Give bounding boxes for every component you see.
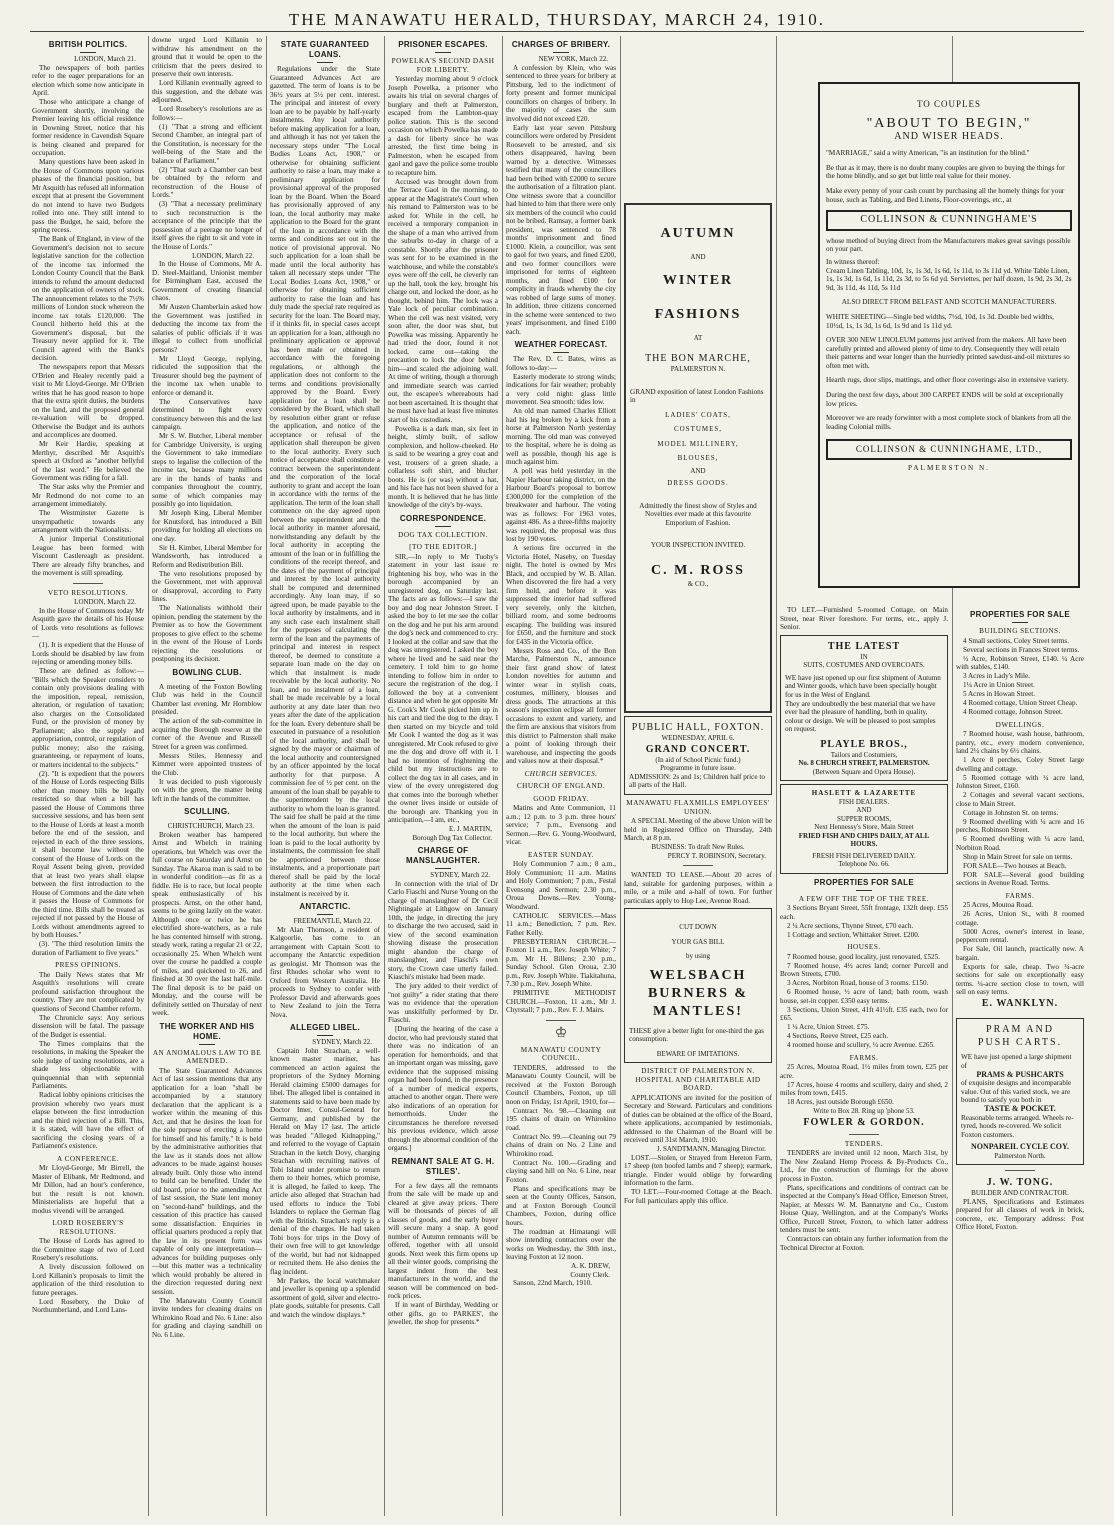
paragraph: The roadman at Himatangi will show intending contractors over the works on Wednesday, the 30th inst., leaving Foxton at 12 noon. [506, 1227, 616, 1261]
ad-line: THE LATEST [827, 640, 901, 652]
paragraph: Lord Killanin eventually agreed to this suggestion, and the debate was adjourned. [152, 79, 262, 104]
paragraph: In connection with the trial of Dr Carlo Fiaschi and Nurse Young on the charge of manslaughter of Dr Cecil Nightingale at Lithgow on January 10th, the judge, in directing the jury to discharge the two accused, said in view of the second examination showing disease the prosecution might abandon the charge of manslaughter, and Fiaschi's own story, the Crown case utterly failed. Kiaschi's mistake had been made. [388, 879, 498, 981]
signature: Borough Dog Tax Collector. [412, 833, 492, 842]
ad-line: PUSH CARTS. [977, 1037, 1063, 1048]
subhead: EASTER SUNDAY. [527, 850, 595, 859]
paragraph: Those who anticipate a change of Government shortly, involving the Premier leaving his official residence in Downing Street, notice that his former residence in Cavendish Square is being cleaned and prepared for occupation. [32, 98, 144, 157]
paragraph: The jury added to their verdict of "not guilty" a rider stating that there was no evidence that the operation was unskilfully performed by Dr. Fiaschi. [388, 982, 498, 1024]
paragraph: TO LET.—Four-roomed Cottage at the Beach. For full particulars apply this office. [624, 1188, 772, 1205]
ad-firm: NONPAREIL CYCLE COY. [970, 1142, 1069, 1151]
ad-line: DRESS GOODS. [667, 479, 729, 487]
masthead: THE MANAWATU HERALD, THURSDAY, MARCH 24, 1910. [30, 8, 1084, 32]
dateline: NEW YORK, March 22. [538, 55, 608, 63]
column-4 [388, 36, 498, 1516]
paragraph: The Bank of England, in view of the Government's decision not to secure legislative sanction for the collection of the income tax informed the London County Council that the Bank intends to refund the amount deducted on the application of owners of stock. The announcement relates to the 7½% millions of London stock whereon the income tax totals £120,000. The Council hitherto held this at the Government's disposal, but the Treasury never applied for it. The Council agreed with the Bank's decision. [32, 235, 144, 362]
subhead: HOUSES. [847, 943, 881, 951]
paragraph: Contract No. 99.—Cleaning out 79 chains of drain on No. 2 Line and Whirokino road. [506, 1132, 616, 1158]
headline-properties: PROPERTIES FOR SALE [780, 878, 948, 891]
list-item: 4 Roomed cottage, Johnson Street. [963, 708, 1063, 716]
column-rule [502, 36, 503, 1516]
column-6 [624, 200, 772, 1516]
paragraph: BUSINESS: To draft New Rules. [651, 843, 745, 851]
subhead: DWELLINGS. [995, 720, 1045, 729]
ad-to: TO COUPLES [916, 99, 982, 109]
paragraph: A confession by Klein, who was sentenced to three years for bribery at Pittsburg, led to the indictment of forty present and former municipal councillors on charges of bribery. In the majority of cases the sum involved did not exceed £20. [506, 63, 616, 123]
dateline: CHRISTCHURCH, March 23. [167, 822, 254, 830]
paragraph: The veto resolutions proposed by the Government, met with approval or disapproval, according to Party lines. [152, 569, 262, 603]
list-item: 1 Acre 8 perches, Coley Street large dwelling and cottage. [956, 756, 1084, 773]
paragraph: Messrs Ross and Co., of the Bon Marche, Palmerston N., announce their first grand show of latest London novelties for autumn and winter wear in stylish coats, costumes, millinery, blouses and dress goods. The attractions at this season's inspection eclipse all former occasions to extent and variety, and the firm are anxious that visitors from this district to Palmerston shall make a point of looking through their warehouse, and inspecting the goods and values now at their disposal.* [506, 646, 616, 765]
tong-name: J. W. TONG. [986, 1177, 1054, 1188]
ad-aid: (In aid of School Picnic fund.) [655, 755, 741, 764]
subhead: FARMS. [1005, 891, 1035, 900]
ad-paragraph: of exquisite designs and incomparable value. Out of this varied stock, we are bound to satisfy you both in [961, 1079, 1072, 1104]
list-item: 3 Acres, Norbiton Road, house of 3 rooms. £150. [787, 979, 929, 987]
bon-marche-ad [624, 203, 772, 713]
ad-line: FRESH FISH DELIVERED DAILY. [812, 851, 916, 860]
ad-line: CUT DOWN [679, 923, 717, 931]
subhead: FARMS. [849, 1053, 879, 1062]
ad-firm: COLLINSON & CUNNINGHAME, LTD., [826, 439, 1072, 460]
paragraph: PRESBYTERIAN CHURCH.—Foxton 11 a.m., Rev. Joseph White; 7 p.m. Mr H. Billens; 2.30 p.m., Sunday School. Glen Oroua, 2.30 p.m., Rev. Joseph White. Tiakitahuna, 7.30 p.m., Rev. Joseph White. [506, 937, 616, 988]
list-item: 5000 Acres, owner's interest in lease, peppercorn rental. [956, 927, 1084, 944]
ad-invite: YOUR INSPECTION INVITED. [650, 541, 746, 549]
column-2 [152, 36, 262, 1516]
subhead-rosebery: LORD ROSEBERY'S RESOLUTIONS. [52, 1219, 124, 1236]
list-item: 25 Acres, Moutoa Road, 1½ miles from town, £25 per acre. [780, 1063, 948, 1080]
ad-firm: PLAYLE BROS., [820, 738, 908, 750]
ad-line: BLOUSES, [677, 454, 719, 462]
ad-line: Tailors and Costumiers, [830, 750, 898, 759]
ad-line: (Between Square and Opera House). [812, 767, 916, 776]
ad-line: WELSBACH [649, 967, 747, 983]
paragraph: Yesterday morning about 9 o'clock Joseph Powelka, a prisoner who awaits his trial on several charges of burglary and theft at Palmerston, escaped from the Lambton-quay police station. This is the second occasion on which Powelka has made a dash for liberty since he was arrested, the first time being in Palmerston, when he escaped from gaol and gave the police some trouble to recapture him. [388, 75, 498, 177]
council-heading: MANAWATU COUNTY COUNCIL. [520, 1045, 602, 1062]
signature: PERCY T. ROBINSON, Secretary. [667, 851, 766, 860]
paragraph: The newspapers report that Messrs O'Brien and Healey recently paid a visit to Mr Lloyd-George. Mr O'Brien writes that he has good reason to hope that the extra spirit duties, the burdens on the land, and the proposed general re-valuation will be dropped. Otherwise the Budget and its authors and accomplices are doomed. [32, 363, 144, 439]
ad-paragraph: Admittedly the finest show of Styles and Novelties ever made at this favourite Emporium of Fashion. [639, 501, 757, 527]
paragraph: Mr Parkes, the local watchmaker and jeweller is opening up a splendid assortment of gold, silver and electro-plate goods, suitable for presents. Call and watch the window displays.* [270, 1276, 380, 1319]
paragraph: A meeting of the Foxton Bowling Club was held in the Council Chamber last evening. Mr Hornblow presided. [152, 682, 262, 716]
separator [683, 865, 713, 866]
concert-ad [624, 716, 772, 795]
ad-paragraph: THESE give a better light for one-third the gas consumption. [629, 1026, 764, 1043]
ad-prog: Programme in future issue. [660, 764, 736, 772]
ad-line: PRAMS & PUSHCARTS [976, 1069, 1064, 1079]
signature: J. SANDTMANN, Managing Director. [656, 1145, 766, 1153]
paragraph: The Conservatives have determined to fight every constituency between this and the last campaign. [152, 397, 262, 431]
tong-trade: BUILDER AND CONTRACTOR. [971, 1189, 1069, 1197]
paragraph: Matins and Ante Communion, 11 a.m.; 12 p.m. to 3 p.m. three hours' service; 7 p.m., Evensong and Sermon.—Rev. G. Young-Woodward, vicar. [506, 804, 616, 846]
headline-state-loans: STATE GUARANTEED LOANS. [270, 40, 380, 63]
ad-line: LADIES' COATS, [665, 410, 731, 419]
column-rule [148, 36, 149, 1516]
ad-paragraph: WE have just opened a large shipment of [961, 1053, 1072, 1070]
paragraph: The House of Lords has agreed to the Committee stage of two of Lord Rosebery's resolutions. [32, 1237, 144, 1262]
ad-concert: GRAND CONCERT. [645, 743, 751, 755]
paragraph: Plans, specifications and conditions of contract can be inspected at the Company's Head Office, Emerson Street, Napier, at Messrs W. M. Bannatyne and Co., Custom House Quay, Wellington, and at the Company's Works Office, Purcell Street, Foxton, to which latter address tenders must be sent. [780, 1183, 948, 1234]
ad-paragraph: OVER 300 NEW LINOLEUM patterns just arrived from the makers. All have been carefully printed and allowed plenty of time to dry. Consequently they will retain their patterns and wear longer than the hurriedly printed sawdust-and-oil mixtures so often met with. [826, 336, 1070, 370]
ad-town: PALMERSTON N. [908, 464, 990, 473]
ad-line: Palmerston North. [994, 1151, 1046, 1160]
ad-and: AND [690, 253, 706, 261]
ad-line: PRAM AND [986, 1024, 1054, 1035]
ad-paragraph: Reasonable terms arranged. Wheels re-tyred, hoods re-covered. We solicit Foxton customers. [961, 1113, 1074, 1139]
subhead-press: PRESS OPINIONS. [55, 961, 121, 969]
ad-line: by using [686, 952, 710, 960]
paragraph: The State Guaranteed Advances Act of last session mentions that any application for a loan "shall be accompanied by a statutory declaration that the applicant is a worker within the meaning of this Act, and that he desires the loan for the sole purpose of erecting a home for himself and his family." It is held by the administrative authorities that the law as it stands does not allow advances to be made against houses already built. Only those who intend to build can be benefited. Under the old board, prior to the amending Act of last session, the State lent money on "second-hand" buildings, and the cessation of this practice has caused some dissatisfaction. Enquiries in official quarters produced a reply that the law in its present form was capable of only one interpretation—advances for building purposes only—but this matter was a technicality which would probably be altered in the direction requested during next session. [152, 1066, 262, 1296]
welsbach-ad [624, 908, 772, 1063]
dateline: LONDON, March 22. [74, 598, 136, 606]
paragraph: (2) "That such a Chamber can best be obtained by the reform and reconstruction of the House of Lords." [152, 165, 262, 199]
paragraph: Powelka is a dark man, six feet in height, slimly built, of sallow complexion, and hollow-cheeked. He is said to be wearing a grey coat and vest, trousers of a green shade, a collarless soft shirt, and blucher boots. He is (or was) without a hat, and his face has not been shaved for a month. It is believed that he has little knowledge of the city's by-ways. [388, 424, 498, 509]
couples-ad [818, 82, 1080, 588]
list-item: 4 Small sections, Coley Street terms. [963, 636, 1070, 645]
subhead-conference: A CONFERENCE. [56, 1154, 119, 1163]
ad-firm: C. M. ROSS [651, 562, 745, 578]
paragraph: The Westminster Gazette is unsympathetic towards any arrangement with the Nationalists. [32, 509, 144, 534]
paragraph: For a few days all the remnants from the sale will be made up and cleared at give away prices. There will be thousands of pieces of all classes of goods, and the early buyer will secure many a snap. A good number of Autumn remnants will be offered, together with all unsold goods. Next week this firm opens up all their winter goods, comprising the largest indent from the best manufacturers in the world, and the season will be commenced on bed-rock prices. [388, 1181, 498, 1300]
list-item: 9 Roomed dwelling with ¼ acre and 16 perches, Robinson Street. [956, 817, 1084, 834]
ad-paragraph: WE have just opened up our first shipment of Autumn and Winter goods, which have been specially bought for us in the West of England. [785, 673, 941, 699]
ad-line: AND [856, 806, 872, 814]
subhead-tenders: TENDERS. [844, 1139, 884, 1148]
ad-about: "ABOUT TO BEGIN," [866, 115, 1032, 131]
column-rule [266, 36, 267, 1516]
ad-line: Next Hennessy's Store, Main Street [814, 823, 914, 831]
paragraph: A SPECIAL Meeting of the above Union will be held in Registered Office on Thursday, 24th March, at 8 p.m. [624, 817, 772, 842]
paragraph: [During the hearing of the case a doctor, who had previously stated that there was no indication of an operation for hemorrhoids, and that an important organ was missing, gave evidence that the supposed missing organ had been found, in the presence of a number of medical experts, attached to another organ. There were also indications of an operation for hemorrhoids. Under the circumstances he therefore reversed his previous evidence, which arose through the abnormal condition of the organs.] [388, 1025, 498, 1152]
list-item: 26 Acres, Union St., with 8 roomed cottage. [956, 910, 1084, 927]
list-item: 17 Acres, house 4 rooms and scullery, dairy and shed, 2 miles from town, £415. [780, 1080, 948, 1097]
column-3 [270, 36, 380, 1516]
dateline: LONDON, March 22. [192, 251, 254, 260]
paragraph: A lively discussion followed on Lord Killanin's proposals to limit the application of the third resolution to future peerages. [32, 1263, 144, 1297]
paragraph: (3) "That a necessary preliminary to such reconstruction is the acceptance of the principle that the possession of a peerage no longer of itself gives the right to sit and vote in the House of Lords." [152, 200, 262, 251]
ad-co: & CO., [687, 579, 709, 588]
ad-line: Telephone No. 66. [838, 860, 890, 868]
list-item: Exports for sale, cheap. Two ¼-acre sections for sale on exceptionally easy terms. ¼-acre section close to town, will sell on easy terms. [956, 962, 1084, 996]
separator [1005, 1170, 1035, 1171]
ad-autumn: AUTUMN [660, 226, 736, 241]
pram-ad [956, 1018, 1084, 1165]
paragraph: Contract No. 98.—Cleaning out 195 chains of drain on Whirokino road. [506, 1106, 616, 1132]
paragraph: The Star asks why the Premier and Mr Redmond do not come to an arrangement immediately. [32, 483, 144, 508]
paragraph: Holy Communion 7 a.m.; 8 a.m., Holy Communion; 11 a.m. Matins and Holy Communion; 7 p.m., Festal Evensong and Sermon; 2.30 p.m., Oroua Downs.—Rev. Young-Woodward. [506, 860, 616, 911]
headline-bribery: CHARGES OF BRIBERY. [506, 40, 616, 53]
column-8 [956, 606, 1084, 1516]
ad-winter: WINTER [662, 272, 734, 288]
ad-line: TASTE & POCKET. [984, 1104, 1056, 1113]
list-item: 1 ¼ Acre, Union Street. £75. [787, 1023, 870, 1031]
signature: County Clerk. [570, 1270, 610, 1279]
list-item: 4 roomed house and scullery, ¼ acre Avenue. £265. [787, 1041, 935, 1049]
list-item: Several sections in Frances Street terms. [963, 645, 1080, 654]
ad-paragraph: Cream Linen Tabling, 10d, 1s, 1s 3d, 1s 6d, 1s 11d, to 3s 11d yd. White Table Linen, 1s, 1s 3d, 1s 6d, 1s 11d, 2s 3d, to 5s 6d yd. Serviettes, per half dozen, 1s 9d, 2s 3d, 2s 9d, 3s 11d, 4s 11d, 5s 11d [826, 266, 1072, 292]
paragraph: Mr Lloyd George, replying, ridiculed the supposition that the Treasurer should beg the payment of the income tax when unable to enforce or demand it. [152, 354, 262, 397]
list-item: FOR SALE—Two houses at Beach. [963, 861, 1067, 870]
paragraph: Contractors can obtain any further information from the Technical Director at Foxton. [780, 1235, 948, 1252]
paragraph: SIR,—In reply to Mr Tuohy's statement in your last issue re frightening his boy, who was in the borough accompanied by an unregistered dog, on Saturday last. The facts are as follows:—I saw the boy and dog near Johnston Street. I asked the boy to let me see the collar on the dog and he put his arm around the dog's neck and commenced to cry. I looked at the collar and saw that the dog was unregistered. I asked the boy where he lived and he said near the cemetery. I told him to go home intending to follow him in order to secure the registration of the dog. I followed the boy at a convenient distance and when he got opposite Mr G. Cook's Mr Cook picked him up in his cart and tied the dog to the dray. I then started on my bicycle and told Mr Cook I wanted the dog as it was unregistered. Mr Cook refused to give me the dog and drove off with it. I had no intention of frightening the child but my instructions are to collect the dog tax in all cases, and in view of the every unregistered dog that comes into the borough whether the owner lives inside or outside of the borough are. Thanking you in anticipation,—I am, etc., [388, 552, 498, 824]
paragraph: downe urged Lord Killanin to withdraw his amendment on the ground that it would be open to the criticism that the peers desired to preserve their own interests. [152, 36, 262, 78]
paragraph: Write to Box 28. Ring up 'phone 53. [813, 1107, 915, 1115]
paragraph: These are defined as follow:— "Bills which the Speaker considers to contain only provisions dealing with the imposition, repeal, remission, alteration, or regulation of taxation; also charges on the Consolidated Fund, or the provision of money by Parliament; also the supply and appropriation, control, or regulation of public money; also the raising, guaranteeing, or repayment of loans, or matters incidental to the subjects." [32, 667, 144, 769]
subhead: [TO THE EDITOR.] [409, 543, 477, 551]
paragraph: WANTED TO LEASE.—About 20 acres of land, suitable for gardening purposes, within a mile, or a mile and a-half of town. For further particulars apply to Hop Lee, Avenue Road. [624, 871, 772, 905]
ad-town: PALMERSTON N. [670, 365, 726, 373]
ad-paragraph: Moreover we are ready forwinter with a most complete stock of blankets from all the leading Colonial mills. [826, 414, 1071, 431]
ad-line: FISH DEALERS. [838, 797, 890, 806]
paragraph: TENDERS, addressed to the Manawatu County Council, will be received at the Foxton Borough Council Chambers, Foxton, up till noon on Friday, 1st April, 1910, for— [506, 1063, 616, 1106]
column-rule [620, 36, 621, 1516]
flax-heading: MANAWATU FLAXMILLS EMPLOYEES' UNION. [626, 799, 770, 816]
paragraph: Mr Keir Hardie, speaking at Merthyr, described Mr Asquith's speech at Oxford as "another bellyful of the last word." He believed the Government was riding for a fall. [32, 440, 144, 482]
ad-paragraph: GRAND exposition of latest London Fashions in [630, 387, 764, 404]
fish-ad [780, 784, 948, 874]
ad-admission: ADMISSION: 2s and 1s; Children half price to all parts of the Hall. [629, 772, 765, 789]
paragraph: LOST.—Stolen, or Strayed from Hereton Farm, 17 sheep (ten hoofed lambs and 7 sheep); earmark, triangle. Finder would oblige by forwarding information to the farm. [624, 1153, 772, 1187]
ad-line: HASLETT & LAZARETTE [811, 789, 917, 797]
list-item: 1 Cottage and section, Whittaker Street. £200. [787, 930, 920, 939]
dateline: LONDON, March 21. [74, 55, 136, 63]
ad-paragraph: Make every penny of your cash count by purchasing all the homely things for your house, such as Tabling, and Bed Linens, Floor-coverings, etc., at [826, 186, 1065, 204]
paragraph: An old man named Charles Elliott had his leg broken by a kick from a horse at Palmerston North yesterday morning. The old man was conveyed to the hospital, where he is doing as well as possible, though his age is much against him. [506, 407, 616, 466]
list-item: ½ Acre, Robinson Street, £140. ¼ Acre with stables, £140. [956, 654, 1084, 671]
paragraph: Mr Alan Thomson, a resident of Kalgoorlie, has come to an arrangement with Captain Scott to accompany the Antarctic expedition as geologist. Mr Thomson was the first Rhodes scholar who went to Oxford from Western Australia. He proceeds to Sydney to confer with Professor David and afterwards goes to New Zealand to join the Terra Nova. [270, 925, 380, 1019]
list-item: 6 Roomed house, ½ acre of land; bath room, wash house, set-in copper. £350 easy terms. [780, 988, 948, 1005]
signature: A. K. DREW, [571, 1262, 610, 1270]
paragraph: (1). It is expedient that the House of Lords should be disabled by law from rejecting or amending money bills. [32, 641, 144, 666]
subhead: CHURCH OF ENGLAND. [516, 782, 606, 790]
paragraph: PLANS, Specifications and Estimates prepared for all classes of work in brick, concrete, etc. Temporary address: Post Office Hotel, Foxton. [956, 1197, 1084, 1231]
ad-paragraph: During the next few days, about 300 CARPET ENDS will be sold at exceptionally low prices. [826, 391, 1064, 408]
paragraph: A junior Imperial Constitutional League has been formed with Viscount Castlereagh as president. There are already fifty branches, and the movement is still spreading. [32, 535, 144, 577]
headline-british-politics: BRITISH POLITICS. [32, 40, 144, 53]
ad-line: BEWARE OF IMITATIONS. [656, 1049, 740, 1058]
list-item: 4 Sections, Reeve Street, £25 each. [787, 1032, 888, 1040]
paragraph: Lord Rosebery, the Duke of Northumberland, and Lord Lans- [32, 1297, 144, 1314]
paragraph: The action of the sub-committee in acquiring the Borough reserve at the corner of the Avenue and Russell Street for a green was confirmed. [152, 717, 262, 751]
ad-paragraph: whose method of buying direct from the Manufacturers makes great savings possible on your part. [826, 236, 1071, 254]
list-item: 7 Roomed house, wash house, bathroom, pantry, etc., every modern convenience, land 2¼ chains by 6½ chains. [956, 730, 1084, 755]
ad-firm: COLLINSON & CUNNINGHAME'S [826, 210, 1072, 231]
ad-paragraph: WHITE SHEETING—Single bed widths, 7½d, 10d, 1s 3d. Double bed widths, 10½d, 1s, 1s 3d, 1s 6d, 1s 9d and 1s 11d yd. [826, 312, 1054, 330]
playle-ad [780, 635, 948, 782]
paragraph: If in want of Birthday, Wedding or other gifts, go to PARKES', the jeweller, the shop for presents.* [388, 1301, 498, 1326]
list-item: 5 Roomed cottage with ¼ acre land, Johnston Street, £160. [956, 773, 1084, 790]
ad-line: FRIED FISH AND CHIPS DAILY, AT ALL HOURS. [798, 831, 930, 848]
paragraph: CATHOLIC SERVICES.—Mass 11 a.m.; Benediction, 7 p.m. Rev. Father Kelly. [506, 911, 616, 937]
paragraph: (3). "The third resolution limits the duration of Parliament to five years." [32, 940, 144, 957]
paragraph: The Daily News states that Mr Asquith's resolutions will create profound satisfaction throughout the country. They are not complicated by questions of Second Chamber reform. [32, 970, 144, 1013]
list-item: 6 Roomed dwelling with ¼ acre land, Norbiton Road. [956, 835, 1084, 852]
subhead: A FEW OFF THE TOP OF THE TREE. [798, 894, 930, 903]
list-item: 3 Sections, Union Street, 41ft 41½ft. £35 each, two for £65. [780, 1005, 948, 1022]
ad-at: AT [693, 333, 703, 342]
headline-properties: PROPERTIES FOR SALE [956, 610, 1084, 623]
separator [73, 583, 103, 584]
ad-paragraph: Hearth rugs, door slips, mattings, and other floor coverings also in extensive variety. [826, 376, 1069, 385]
list-item: 7 Roomed house, 4½ acres land; corner Purcell and Brown Streets, £700. [780, 961, 948, 978]
headline-bowling: BOWLING CLUB. [152, 668, 262, 681]
ad-line: No. 8 CHURCH STREET, PALMERSTON. [798, 759, 930, 767]
ad-line: YOUR GAS BILL [671, 937, 725, 946]
paragraph: Broken weather has hampered Arnst and Whelch in training operations, but Whelch was over the full course on Saturday and Arnst on Sunday. The Akaroa man is said to be in wonderful condition—as fit as a fiddle. He is to race, but local people speak enthusiastically of his prospects. Arnst, on the other hand, seems to be going lazily on the water. Although once or twice he has electrified shore-watchers, as a rule he has contented himself with strong, steady work, rating a regular 21 or 22, occasionally 25. When Whelch went over the course he paddled a couple of miles, and quickened to 26, and finished at 30 over the last half-mile. The final deposit is to be paid on Monday, and the course will be definitely settled on Thursday of next week. [152, 830, 262, 1017]
list-item: 5 Acres in Howan Street. [963, 690, 1036, 698]
headline-weather: WEATHER FORECAST. [506, 340, 616, 353]
hospital-heading: DISTRICT OF PALMERSTON N. HOSPITAL AND CHARITABLE AID BOARD. [635, 1067, 761, 1092]
paragraph: APPLICATIONS are invited for the position of Secretary and Steward. Particulars and conditions of duties can be obtained at the office of the Board, where applications, accompanied by testimonials, addressed to the Chairman of the Board will be received until 31st March, 1910. [624, 1093, 772, 1144]
column-5 [506, 36, 616, 1516]
paragraph: Contract No. 100.—Grading and claying sand hill on No. 6 Line, near Foxton. [506, 1158, 616, 1184]
paragraph: The Nationalists withhold their opinion, pending the statement by the Premier as to how the Government proposes to give effect to the scheme in the event of the House of Lords rejecting the resolutions or postponing its decision. [152, 604, 262, 663]
column-7 [780, 606, 948, 1516]
list-item: FOR SALE—Several good building sections in Avenue Road. Terms. [956, 870, 1084, 887]
dateline: SYDNEY, March 22. [312, 1038, 372, 1046]
ad-paragraph: Be that as it may, there is no doubt many couples are given to buying the things for the home blindly, and so get but little real value for their money. [826, 163, 1065, 181]
separator [546, 1020, 576, 1021]
ad-line: AND [690, 466, 706, 475]
paragraph: Plans and specifications may be seen at the County Offices, Sanson, and at Foxton Borough Council Chambers, Foxton, during office hours. [506, 1184, 616, 1227]
paragraph: The Chronicle says: Any serious dissension will be fatal. The passage of the Budget is essential. [32, 1013, 144, 1039]
ad-paragraph: "MARRIAGE," said a witty American, "is an institution for the blind." [826, 149, 1030, 158]
headline-manslaughter: CHARGE OF MANSLAUGHTER. [388, 846, 498, 869]
dateline: SYDNEY, March 22. [430, 871, 490, 879]
paragraph: Accused was brought down from the Terrace Gaol in the morning, to appear at the Magistrate's Court when his remand to Palmerston was to be asked for. While in the cell, he received a temporary companion in the shape of a man who arrived from the suburbs to-day in charge of a constable. Shortly after the prisoner was sent for to be examined in the watchhouse, and while the constable's eyes were off the cell, he cleverly ran up the hall, took the key, brought his charge out, and locked the door, as he thought, behind him. The lock was a Yale lock of peculiar combination. When the cell was next visited, very soon after, the door was shut, but Powelka was missing. Apparently he had tried the door, found it not locked, came out—taking the precaution to lock the door behind him—and scaled the adjoining wall. At time of writing, though a thorough and immediate search was carried out, the escapee's whereabouts had not been ascertained. It is thought that he must have had at least five minutes start of his custodians. [388, 177, 498, 424]
headline-antarctic: ANTARCTIC. [270, 902, 380, 915]
ad-line: COSTUMES, [673, 425, 723, 433]
list-item: For Sale, Oil launch, practically new. A bargain. [956, 945, 1084, 962]
paragraph: TENDERS are invited until 12 noon, March 31st, by The New Zealand Hemp Process & By-Products Co., Ltd., for the construction of flumings for the above process in Foxton. [780, 1149, 948, 1183]
paragraph: A serious fire occurred in the Victoria Hotel, Naseby, on Tuesday night. The hotel is owned by Mrs Black, and occupied by W. B. Allan. When discovered the fire had a very firm hold, and before it was suppressed the interior had suffered very severely, only the kitchen, billiard room, and some bedrooms escaping. The building was insured for £650, and the furniture and stock for £435 in the Victoria office. [506, 544, 616, 646]
paragraph: TO LET.—Furnished 5-roomed Cottage, on Main Street, near River foreshore. For terms, etc., apply J. Senior. [780, 606, 948, 631]
subhead: DOG TAX COLLECTION. [398, 530, 488, 539]
ad-line: SUPPER ROOMS, [836, 814, 892, 823]
list-item: 4 Roomed cottage, Union Street Cheap. [963, 699, 1078, 707]
ad-wiser: AND WISER HEADS. [894, 130, 1004, 142]
paragraph: Sanson, 22nd March, 1910. [513, 1279, 593, 1287]
subhead: GOOD FRIDAY. [533, 794, 589, 803]
list-item: Shop in Main Street for sale on terms. [963, 852, 1073, 861]
dateline: FREEMANTLE, March 22. [293, 917, 372, 925]
ad-line: MODEL MILLINERY, [657, 439, 739, 448]
headline-correspondence: CORRESPONDENCE. [388, 514, 498, 527]
separator [849, 1134, 879, 1135]
paragraph: Regulations under the State Guaranteed Advances Act are gazetted. The term of loans is to be 36½ years at 5½ per cent. interest. The principal and interest of every loan are to be payable by half-yearly instalments. Any local authority before making application for a loan, and although it has not yet taken the necessary steps under "The Local Bodies Loans Act, 1908," or otherwise for obtaining sufficient authority to raise a loan, may make a preliminary application for provisional approval of the proposed loan by the Board. When the Board has provisionally approved of any loan, the local authority may make application to the Board for the grant of the loan in accordance with the terms and conditions set out in the notice of provisional approval. No such application for a loan shall be made until the local authority has taken all necessary steps under "The Local Bodies Loans Act, 1908," or otherwise for obtaining sufficient authority to raise the loan and has duly made the special rate required as security for the loan. The Board may, if it thinks fit, in special cases accept an application for a loan, although no preliminary application or approval has been made or obtained in accordance with the foregoing regulations, or although the application does not conform to the terms and conditions provisionally approved by the Board. Every application for a loan shall be considered by the Board, which shall by resolution either grant or refuse the application, and notice of the acceptance or refusal of the application shall thereupon be given to the local authority. Every such notice of acceptance shall constitute a contract between the superintendent and the corporation of the local authority to grant and accept the loan in accordance with the terms of the application. The term of the loan shall commence on the day agreed upon between the superintendent and the local authority in manner aforesaid, notwithstanding any default by the local authority in accepting the amount of the loan or in fulfilling the conditions of the receipt thereof, and the dates of the payment of principal and interest by the local authority shall be computed and determined accordingly. Any loan may, if so agreed upon, be made payable to the local authority by instalments, and in any such case each instalment shall for the purposes of calculating the term of the loan and the payments of principal and interest in respect thereof, be deemed to constitute a separate loan made on the day on which that instalment is made receivable by the local authority. No loan, and no instalment of a loan, shall be made receivable by a local authority at any date later than two years after the date of the application for the loan. Every debenture shall be executed in pursuance of a resolution of the local authority, and shall be signed by the mayor or chairman of the local authority and countersigned by an officer appointed by the local authority for that purpose. A commission fee of ½ per cent. on the amount of the loan shall be payable to the superintendent by the local authority to whom the loan is granted. The said fee shall be paid at the time when the amount of the loan is paid to the local authority, but where the loan is paid to the local authority by instalments, the commission fee shall be apportioned between those instalments, and a proportionate part thereof shall be paid by the local authority at the time when each instalment is received by it. [270, 65, 380, 898]
paragraph: Mr Joseph King, Liberal Member for Knutsford, has introduced a Bill providing for holding all elections on one day. [152, 509, 262, 543]
list-item: 2 ¼ Acre sections, Thynne Street, £70 each. [787, 921, 914, 930]
subhead-veto: VETO RESOLUTIONS. [47, 588, 129, 597]
paragraph: (2). "It is expedient that the powers of the House of Lords respecting Bills other than money bills be legally restricted so that when a bill has passed the House of Commons three successive sessions, and has been sent to the House of Lords at least a month before the end of the session, and rejected in each of the three sessions, it shall become law without the consent of the House of Lords on the Royal Assent being given, provided that at least two years shall elapse between the first introduction to the House of Commons and the date when it passes the House of Commons for the third time. Bills shall be treated as rejected if not passed by the House of Lords without amendments agreed to by both Houses." [32, 769, 144, 939]
list-item: 3 Sections Bryant Street, 55ft frontage, 132ft deep. £55 each. [780, 904, 948, 921]
paragraph: In the House of Commons today Mr Asquith gave the details of his House of Lords veto resolutions as follows:— [32, 606, 144, 640]
paragraph: PRIMITIVE METHODIST CHURCH.—Foxton, 11 a.m., Mr J. Chyrstall; 7 p.m., Rev. F. J. Mairs. [506, 989, 616, 1014]
agent-name: FOWLER & GORDON. [803, 1116, 925, 1128]
paragraph: Captain John Strachan, a well-known master mariner, has commenced an action against the proprietors of the Sydney Morning Herald claiming £5000 damages for libel. The alleged libel is contained in statements said to have been made by Doctor Imer, Consul-General for Germany, and published by the Herald on May 17 last. The article was headed "Alleged Kidnapping," and referred to the voyage of Captain Strachan in the ketch Dovy, charging Strachan with recruiting natives of Tobi Island under promise to return them to their homes, which promise, it is alleged, he failed to keep. The article also alleged that Strachan had used efforts to induce the Tobi Islanders to replace the German flag with the British. Strachan's reply is a denial of the charges. He had taken Tobi boys for trips in the Dovy of their own free will to get knowledge of the world, but had not kidnapped or recruited them. He also denies the flag incident. [270, 1046, 380, 1276]
paragraph: A poll was held yesterday in the Napier Harbour taking district, on the Harbour Board's proposal to borrow £300,000 for the completion of the breakwater and harbour. The voting was as follows: For 1963 votes, against 486. As a three-fifths majority was required, the proposal was thus lost by 190 votes. [506, 467, 616, 543]
paragraph: Early last year seven Pittsburg councillors were ordered by President Roosevelt to be arrested, and six others disappeared, having been warned by a detective. Witnesses testified that many of the councillors had been bribed with £2000 to secure the authorisation of a filtration plant. One witness swore that a councillor had hinted to him that there were only six members of the council who could not be bribed. Ramsay, a former bank president, was sentenced to 78 months' imprisonment and fined £1000. Klein, a councillor, was sent to gaol for two years, and fined £200, and two former councillors were imprisoned for terms of eighteen months, and fined £100 for complicity in frauds whereby the city was robbed of large sums of money. In addition, three citizens concerned in the scheme were sentenced to two years' imprisonment, and fined £100 each. [506, 123, 616, 336]
ad-paragraph: They are undoubtedly the best material that we have ever had the pleasure of handling, both in quality, colour or design. We will be pleased to post samples on request. [785, 699, 936, 733]
headline-sculling: SCULLING. [152, 807, 262, 820]
ad-paragraph: In witness thereof: [826, 257, 880, 266]
list-item: 3 Acres in Lady's Mile. [963, 672, 1030, 680]
ad-line: SUITS, COSTUMES AND OVERCOATS. [803, 661, 925, 669]
headline-prisoner: PRISONER ESCAPES. [388, 40, 498, 53]
paragraph: Easterly moderate to strong winds; indications for fair weather; probably a very cold night: glass little movement. Sea smooth: tides low. [506, 372, 616, 406]
subhead: BUILDING SECTIONS. [979, 627, 1061, 635]
headline-remnant-sale: REMNANT SALE AT G. H. STILES'. [388, 1157, 498, 1180]
ad-line: ALSO DIRECT FROM BELFAST AND SCOTCH MANUFACTURERS. [841, 298, 1057, 307]
subhead: AN ANOMALOUS LAW TO BE AMENDED. [152, 1048, 262, 1065]
paragraph: Mr S. W. Butcher, Liberal member for Cambridge University, is urging the Government to take immediate steps to legalise the collection of the income tax, because many millions are in the hands of banks and companies throughout the country, some of which companies may possibly go into liquidation. [152, 432, 262, 508]
paragraph: (1) "That a strong and efficient Second Chamber, an integral part of the Constitution, is necessary for the well-being of the State and the balance of Parliament." [152, 122, 262, 165]
ad-line: MANTLES! [653, 1003, 743, 1019]
paragraph: Mr Lloyd-George, Mr Birrell, the Master of Elibank, Mr Redmond, and Mr Dillon, had an hour's conference, but the result is not known. Ministerialists are hopeful that a modus vivendi will be arranged. [32, 1164, 144, 1215]
list-item: 2 Cottages and several vacant sections, close to Main Street. [956, 791, 1084, 808]
subhead: POWELKA'S SECOND DASH FOR LIBERTY. [391, 57, 495, 74]
headline-worker-home: THE WORKER AND HIS HOME. [152, 1022, 262, 1045]
list-item: Cottage in Johnston St. on terms. [963, 808, 1059, 817]
headline-libel: ALLEGED LIBEL. [270, 1023, 380, 1036]
column-1 [32, 36, 144, 1516]
ad-date: WEDNESDAY, APRIL 6. [661, 734, 735, 742]
paragraph: It was decided to push vigorously on with the green, the matter being left in the hands of the committee. [152, 777, 262, 803]
ad-hall: PUBLIC HALL, FOXTON. [631, 722, 765, 733]
paragraph: The Manawatu County Council invite tenders for cleaning drains on Whirokino Road and No. 6 Line: also for grading and claying sandhill on No. 6 Line. [152, 1296, 262, 1339]
ad-fashions: FASHIONS [654, 306, 742, 322]
paragraph: Sir H. Kimber, Liberal Member for Wandsworth, has introduced a Reform and Redistribution Bill. [152, 543, 262, 569]
paragraph: In the House of Commons, Mr A. D. Steel-Maitland, Unionist member for Birmingham East, accused the Government of creating financial chaos. [152, 260, 262, 302]
paragraph: Lord Rosebery's resolutions are as follows:— [152, 105, 262, 122]
ad-store: THE BON MARCHE, [645, 353, 751, 364]
paragraph: The newspapers of both parties refer to the eager preparations for an election which some now anticipate in April. [32, 63, 144, 97]
paragraph: Mr Austen Chamberlain asked how the Government was justified in deducting the income tax from the salaries of public officials if it was illegal to collect from unofficial persons? [152, 303, 262, 354]
signature: E. J. MARTIN, [449, 825, 492, 833]
paragraph: Many questions have been asked in the House of Commons upon various phases of the financial position, but Mr Asquith has refused all information except that at present the Government do not intend to have two Budgets rolled into one. They still intend to pass the Budget, he said, before the spring recess. [32, 158, 144, 234]
column-rule [776, 36, 777, 1516]
column-rule [384, 36, 385, 1516]
paragraph: The Times complains that the resolutions, in making the Speaker the sole judge of taxing resolutions, are a shade less objectionable with quinquennial than with septennial Parliaments. [32, 1039, 144, 1090]
crest-icon: ♔ [554, 1025, 568, 1041]
paragraph: Radical lobby opinions criticises the provision whereby two years must elapse between the first introduction and the third rejection of a Bill. This, it is stated, will have the effect of sacrificing the closing years of a Parliament's existence. [32, 1091, 144, 1150]
paragraph: The Rev. D. C. Bates, wires as follows to-day:— [506, 355, 616, 372]
agent-name: E. WANKLYN. [981, 998, 1059, 1009]
list-item: 18 Acres, just outside Borough £650. [787, 1098, 894, 1106]
headline-church: CHURCH SERVICES. [524, 769, 598, 778]
list-item: 25 Acres, Moutoa Road. [963, 901, 1034, 909]
ad-line: IN [860, 652, 868, 661]
paragraph: Messrs Stiles, Hennessy and Kimmet were appointed trustees of the Club. [152, 751, 262, 777]
list-item: 7 Roomed house, good locality, just renovated, £525. [787, 952, 941, 961]
list-item: 1¼ Acre in Union Street. [963, 681, 1035, 689]
ad-line: BURNERS & [647, 985, 749, 1001]
